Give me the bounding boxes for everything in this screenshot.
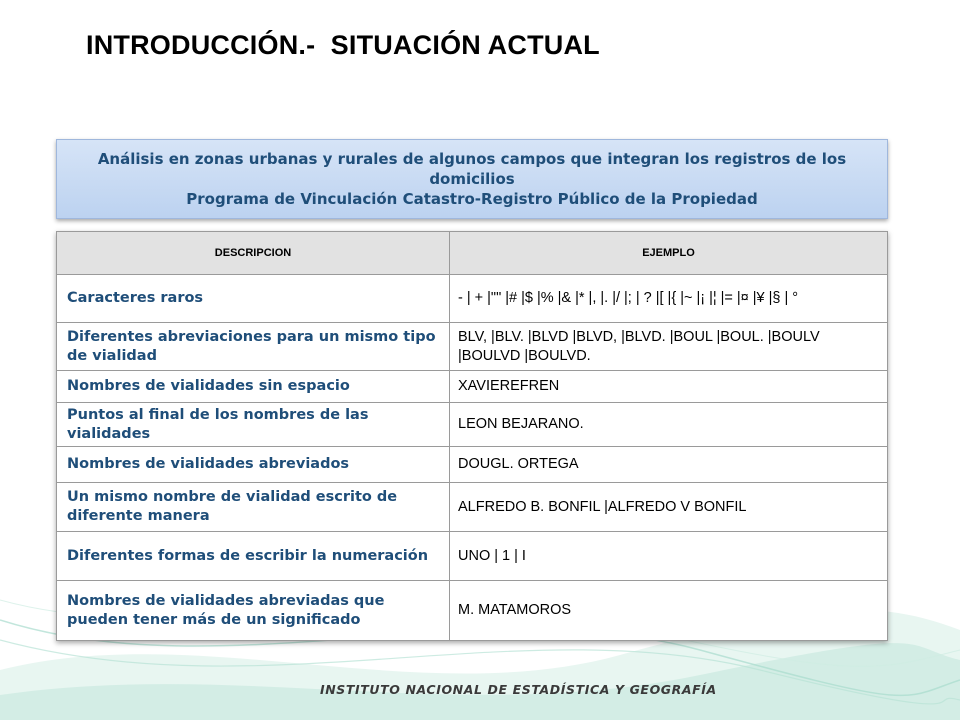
- ejemplo-cell: - | + |"" |# |$ |% |& |* |, |. |/ |; | ? |[ |{ |~ |¡ |¦ |= |¤ |¥ |§ | °: [450, 275, 888, 323]
- slide-title: INTRODUCCIÓN.- SITUACIÓN ACTUAL: [86, 30, 600, 60]
- column-header-ejemplo: EJEMPLO: [450, 232, 888, 275]
- descripcion-cell: Diferentes formas de escribir la numeración: [57, 532, 450, 581]
- banner-line-3: Programa de Vinculación Catastro-Registro Público de la Propiedad: [186, 190, 758, 208]
- column-header-descripcion: DESCRIPCION: [57, 232, 450, 275]
- analysis-table: [56, 231, 888, 641]
- banner-line-1: Análisis en zonas urbanas y rurales de algunos campos que integran los registros de los: [97, 150, 847, 168]
- descripcion-cell: Puntos al final de los nombres de las vialidades: [57, 403, 450, 447]
- ejemplo-cell: BLV, |BLV. |BLVD |BLVD, |BLVD. |BOUL |BOUL. |BOULV |BOULVD |BOULVD.: [450, 323, 888, 371]
- descripcion-cell: Un mismo nombre de vialidad escrito de diferente manera: [57, 483, 450, 532]
- table-row: [57, 447, 888, 483]
- table-row: [57, 581, 888, 641]
- ejemplo-cell: ALFREDO B. BONFIL |ALFREDO V BONFIL: [450, 483, 888, 532]
- descripcion-cell: Caracteres raros: [57, 275, 450, 323]
- table-row: [57, 403, 888, 447]
- table-row: [57, 371, 888, 403]
- descripcion-cell: Diferentes abreviaciones para un mismo tipo de vialidad: [57, 323, 450, 371]
- table-row: [57, 275, 888, 323]
- table-row: [57, 483, 888, 532]
- descripcion-cell: Nombres de vialidades abreviadas que pueden tener más de un significado: [57, 581, 450, 641]
- ejemplo-cell: DOUGL. ORTEGA: [450, 447, 888, 483]
- subtitle-banner: [56, 139, 888, 219]
- ejemplo-cell: XAVIEREFREN: [450, 371, 888, 403]
- footer-institution-name: INSTITUTO NACIONAL DE ESTADÍSTICA Y GEOGRAFÍA: [320, 682, 717, 697]
- table-row: [57, 323, 888, 371]
- ejemplo-cell: LEON BEJARANO.: [450, 403, 888, 447]
- table-row: [57, 532, 888, 581]
- ejemplo-cell: UNO | 1 | I: [450, 532, 888, 581]
- ejemplo-cell: M. MATAMOROS: [450, 581, 888, 641]
- banner-line-2: domicilios: [429, 170, 515, 188]
- descripcion-cell: Nombres de vialidades abreviados: [57, 447, 450, 483]
- table-header-row: [57, 232, 888, 275]
- descripcion-cell: Nombres de vialidades sin espacio: [57, 371, 450, 403]
